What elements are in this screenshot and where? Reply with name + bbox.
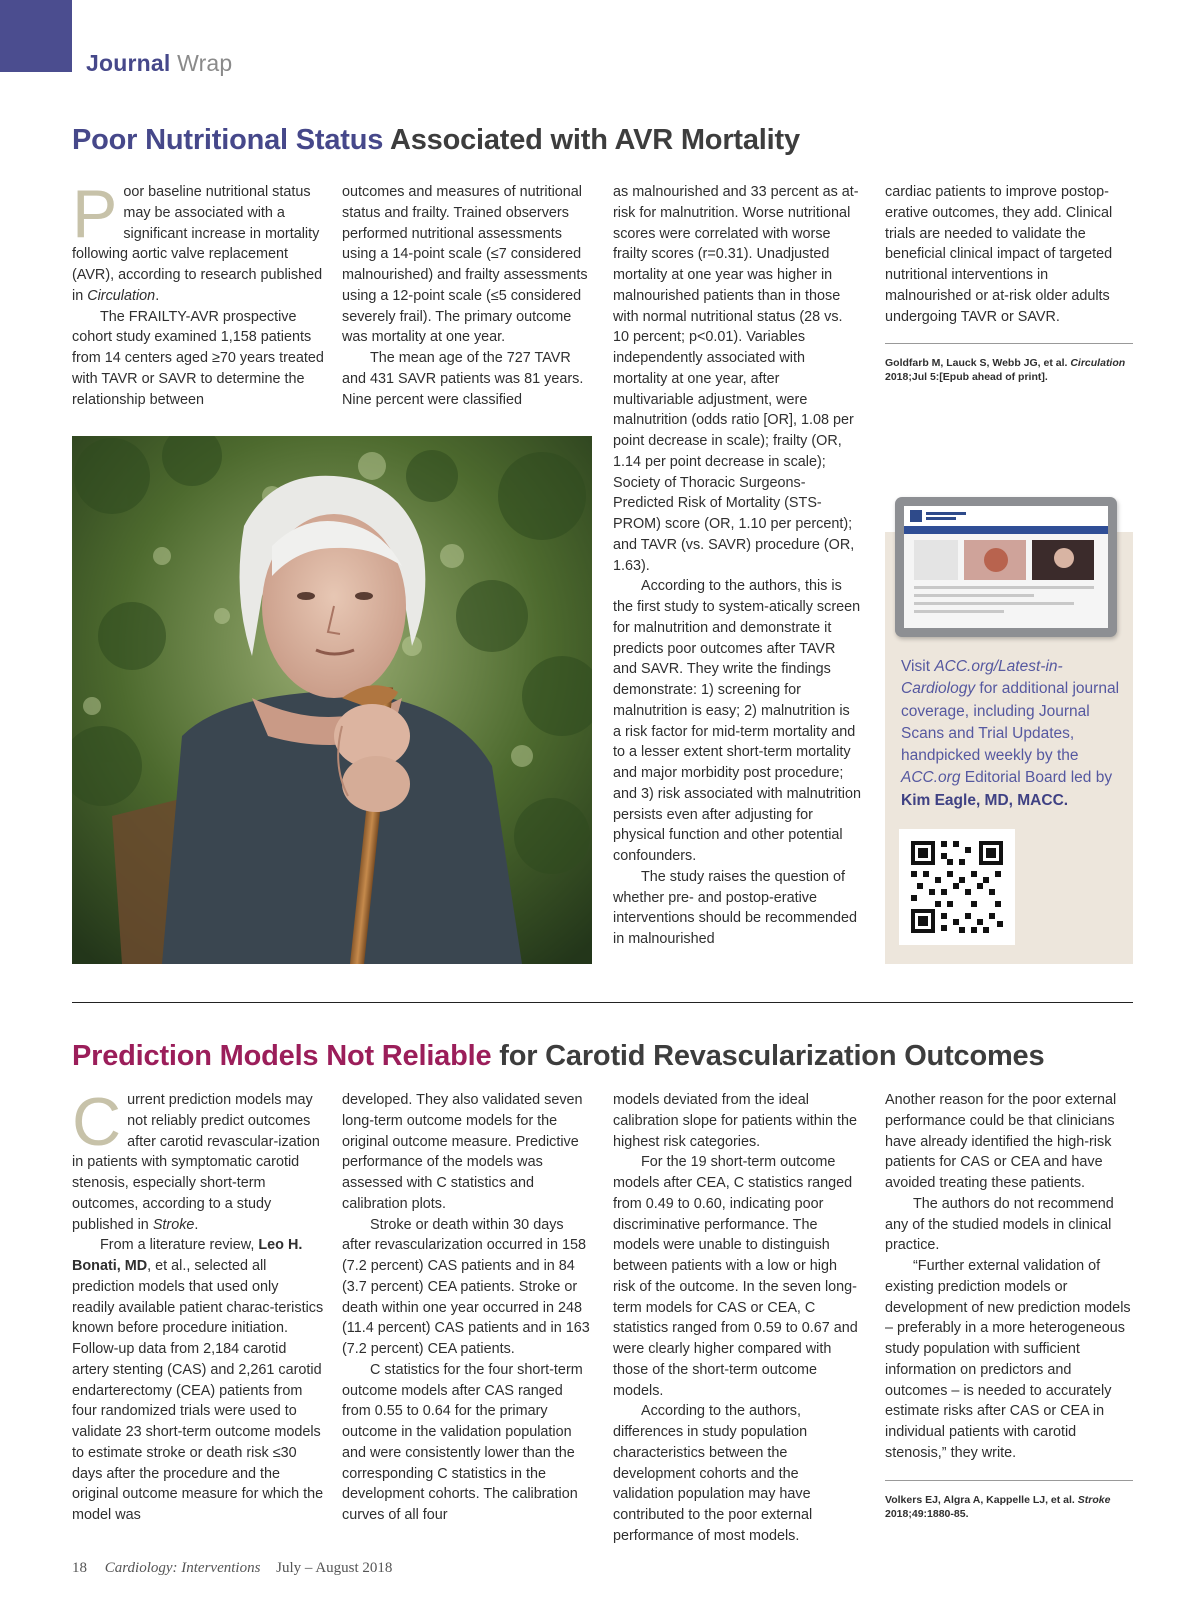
article2-column-2 [342,1090,594,1526]
article1-reference [885,343,1133,384]
reference-text: Goldfarb M, Lauck S, Webb JG, et al. [885,357,1071,370]
article1-text: . [155,287,160,304]
article2-headline-bold: Prediction Models Not Reliable [72,1040,492,1072]
promo-acc: ACC.org [901,769,961,787]
article2-paragraph: “Further external validation of existing prediction models or development of new prediction models – preferably in a more heterogeneous study population with sufficient information on predictors and outcomes – is needed to accurately estimate risks after CAS or CEA in individual patients with carotid stenosis,” they write. [885,1258,1131,1461]
reference-journal: Stroke [1077,1493,1111,1506]
article2-text: . [194,1216,199,1233]
website-screenshot [904,506,1108,628]
article1-dropcap: P [72,176,118,252]
article1-headline-rest: Associated with AVR Mortality [389,124,800,156]
article1-paragraph: The study raises the question of whether pre- and postop-erative interventions should be recommended in malnourished [613,868,857,947]
article2-paragraph: Stroke or death within 30 days after revascularization occurred in 158 (7.2 percent) CAS patients and in 84 (3.7 percent) CEA patients. Stroke or death within one year occurred in 248 (11.4 percent) CAS patients and in 163 (7.2 percent) CEA patients. [342,1216,590,1357]
article2-column-4 [885,1090,1133,1521]
issue-date: July – August 2018 [276,1560,393,1576]
promo-editor-name: Kim Eagle, MD, MACC. [901,791,1069,809]
publication-name: Cardiology: Interventions [104,1560,261,1576]
article1-paragraph: The mean age of the 727 TAVR and 431 SAVR patients was 81 years. Nine percent were classified [342,350,584,408]
article2-reference [885,1480,1133,1521]
article2-text: , et al., selected all prediction models that used only readily available patient charac-teristics known before procedure initiation. Follow-up data from 2,184 carotid artery stenting (CAS) and 2,261 carotid endarterectomy (CEA) patients from four randomized trials were used to validate 23 short-term outcome models to estimate stroke or death risk ≤30 days after the procedure and the original outcome measure for which the model was [72,1258,324,1523]
article1-column-4 [885,182,1133,384]
article2-paragraph: developed. They also validated seven long-term outcome models for the original outcome measure. Predictive performance of the models was assessed with C statistics and calibration plots. [342,1092,583,1212]
article1-column-2 [342,182,594,410]
section-color-tab [0,0,72,72]
author-name: Leo H. Bonati, MD [72,1237,303,1274]
article1-paragraph: According to the authors, this is the first study to system-atically screen for malnutrition and demonstrate it predicts poor outcomes after TAVR and SAVR. They write the findings demonstrate: 1) screening for malnutrition is easy; 2) malnutrition is a risk factor for mid-term mortality and to a lesser extent short-term mortality and major morbidity post procedure; and 3) risk associated with malnutrition persists even after adjusting for physical function and other potential confounders. [613,578,861,864]
article2-paragraph: For the 19 short-term outcome models after CEA, C statistics ranged from 0.49 to 0.60, indicating poor discriminative performance. The models were unable to distinguish between patients with a low or high risk of the outcome. In the seven long-term models for CAS or CEA, C statistics ranged from 0.59 to 0.67 and were clearly higher compared with those of the short-term outcome models. [613,1154,858,1399]
article2-paragraph: The authors do not recommend any of the studied models in clinical practice. [885,1195,1114,1254]
tablet-screenshot [895,497,1117,637]
article2-paragraph [72,1235,324,1526]
article1-headline [72,124,800,157]
article2-column-3 [613,1090,861,1547]
sidebar-promo-text [901,656,1123,812]
section-label-bold: Journal [86,50,171,76]
article1-paragraph: The FRAILTY-AVR prospective cohort study examined 1,158 patients from 14 centers aged ≥70 years treated with TAVR or SAVR to determine the relationship between [72,308,324,408]
article2-paragraph: Another reason for the poor external performance could be that clinicians have already identified the high-risk patients for CAS or CEA and have avoided treating these patients. [885,1092,1117,1191]
section-label-light: Wrap [177,50,233,76]
section-label [86,50,232,77]
article1-paragraph: outcomes and measures of nutritional status and frailty. Trained observers performed nutritional assessments using a 14-point scale (≤7 considered malnourished) and frailty assessments using a 12-point scale (≤5 considered severely frail). The primary outcome was mortality at one year. [342,184,588,346]
article2-column-1 [72,1084,324,1526]
page-footer [72,1560,392,1577]
reference-text: 2018;Jul 5:[Epub ahead of print]. [885,371,1048,384]
article1-paragraph: cardiac patients to improve postop-erative outcomes, they add. Clinical trials are needed to validate the beneficial clinical impact of targeted nutritional interventions in malnourished or at-risk older adults undergoing TAVR or SAVR. [885,184,1113,325]
article1-text: oor baseline nutritional status may be associated with a significant increase in mortality following aortic valve replacement (AVR), according to research published in [72,184,323,304]
article2-text: From a literature review, [100,1237,259,1254]
article2-paragraph [72,1084,324,1235]
reference-journal: Circulation [1070,357,1126,370]
article2-dropcap: C [72,1084,122,1160]
article2-text: urrent prediction models may not reliably predict outcomes after carotid revascular-ization in patients with symptomatic carotid stenosis, especially short-term outcomes, according to a study published in [72,1092,320,1233]
article2-paragraph: models deviated from the ideal calibration slope for patients within the highest risk categories. [613,1092,857,1150]
promo-text: for additional journal coverage, including Journal Scans and Trial Updates, handpicked weekly by the [901,680,1120,765]
article2-paragraph: According to the authors, differences in study population characteristics between the development cohorts and the validation population may have contributed to the poor external performance of most models. [613,1403,813,1544]
article2-headline-rest: for Carotid Revascularization Outcomes [499,1040,1045,1072]
reference-text: Volkers EJ, Algra A, Kappelle LJ, et al. [885,1493,1078,1506]
elderly-woman-photo [72,436,592,964]
promo-text: Visit [901,658,935,675]
promo-link[interactable]: ACC.org/Latest-in-Cardiology [901,658,1063,698]
journal-name: Circulation [87,287,156,304]
article1-column-1 [72,176,324,410]
reference-text: 2018;49:1880-85. [885,1507,969,1520]
promo-text: Editorial Board led by [960,769,1113,787]
article1-paragraph: as malnourished and 33 percent as at-risk for malnutrition. Worse nutritional scores were correlated with worse frailty scores (r=0.31). Unadjusted mortality at one year was higher in malnourished patients than in those with normal nutritional status (28 vs. 10 percent; p<0.01). Variables independently associated with mortality at one year, after multivariable adjustment, were malnutrition (odds ratio [OR], 1.08 per point decrease in scale); frailty (OR, 1.14 per point decrease in scale); Society of Thoracic Surgeons-Predicted Risk of Mortality (STS-PROM) score (OR, 1.10 per percent); and TAVR (vs. SAVR) procedure (OR, 1.63). [613,184,859,574]
article1-column-3 [613,182,861,950]
article1-headline-bold: Poor Nutritional Status [72,124,384,156]
article2-headline [72,1040,1044,1073]
article2-paragraph: C statistics for the four short-term outcome models after CAS ranged from 0.55 to 0.64 for the primary outcome in the validation population and were consistently lower than the corresponding C statistics in the development cohorts. The calibration curves of all four [342,1361,583,1523]
journal-name: Stroke [152,1216,195,1233]
qr-code-icon[interactable] [899,829,1015,945]
article1-paragraph [72,176,324,307]
page-number: 18 [72,1560,87,1576]
article-divider [72,1002,1133,1003]
